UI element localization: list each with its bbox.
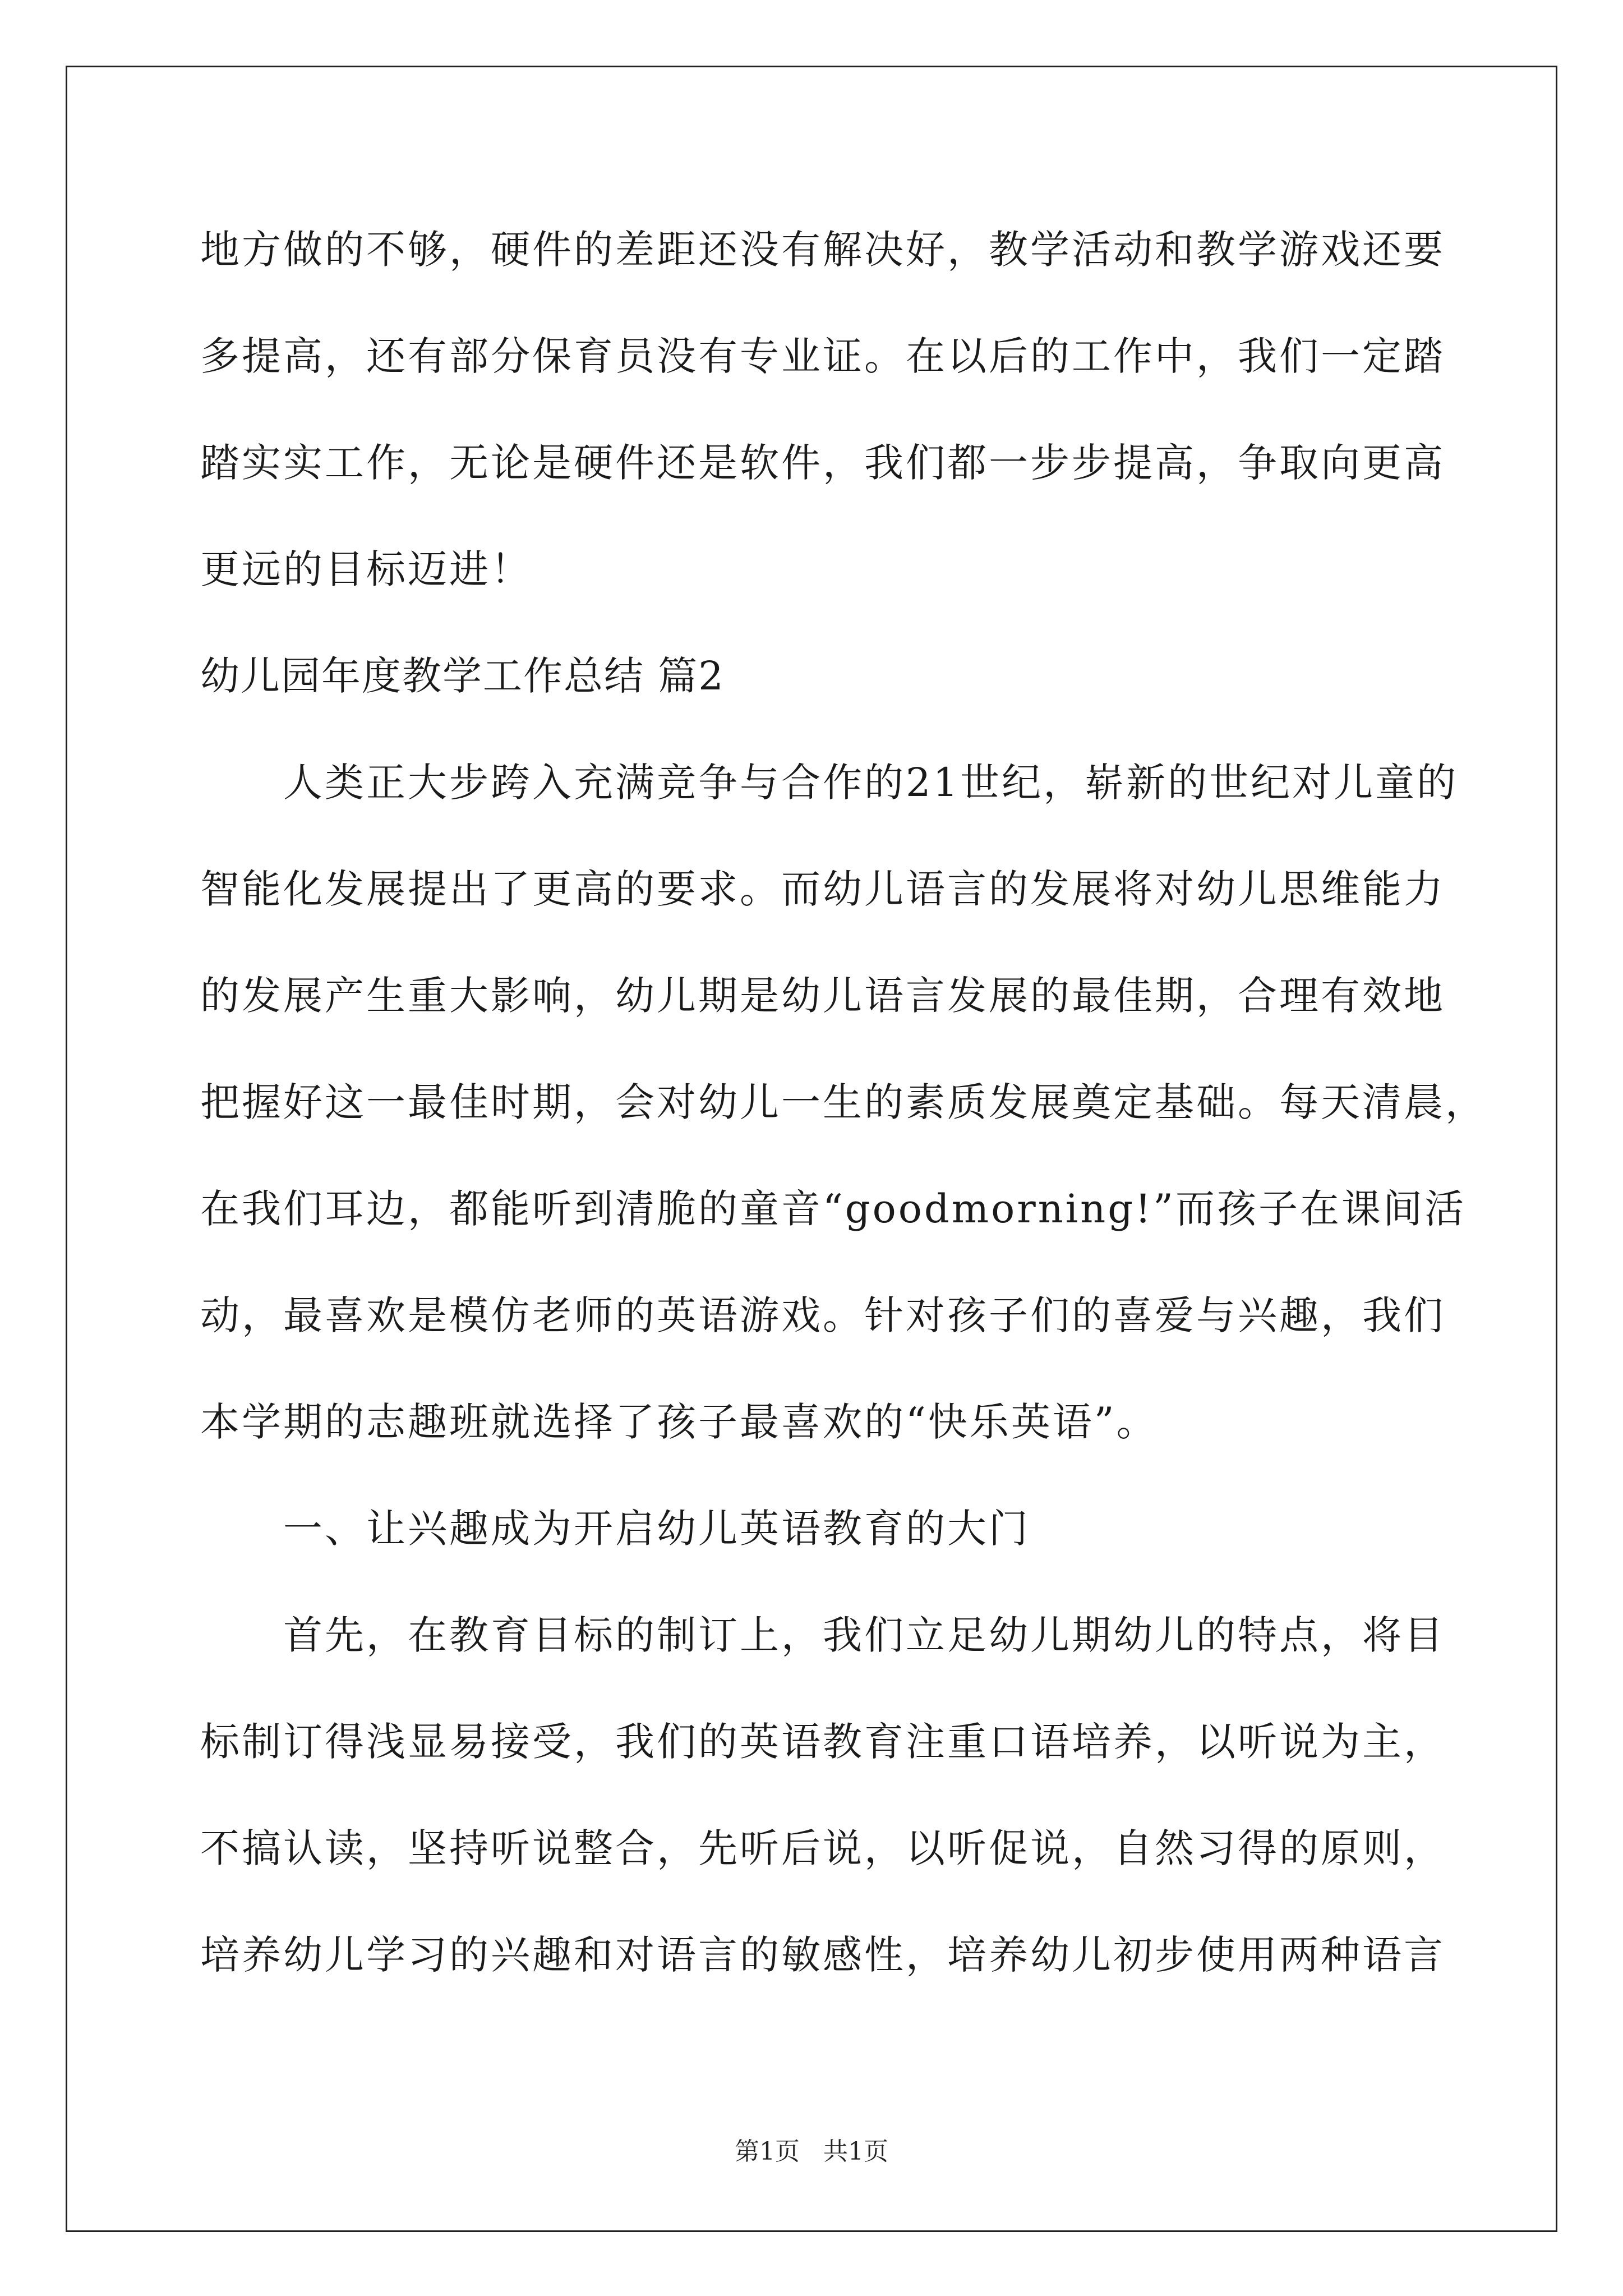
text-line: 标制订得浅显易接受，我们的英语教育注重口语培养，以听说为主， — [200, 1719, 1445, 1765]
text-line: 把握好这一最佳时期，会对幼儿一生的素质发展奠定基础。每天清晨， — [200, 1079, 1487, 1125]
text-line: 一、让兴趣成为开启幼儿英语教育的大门 — [200, 1506, 1030, 1552]
text-line: 首先，在教育目标的制订上，我们立足幼儿期幼儿的特点，将目 — [200, 1612, 1445, 1658]
text-line: 不搞认读，坚持听说整合，先听后说，以听促说，自然习得的原则， — [200, 1825, 1445, 1871]
text-line: 多提高，还有部分保育员没有专业证。在以后的工作中，我们一定踏 — [200, 333, 1445, 379]
page-number-current: 第1页 — [735, 2137, 800, 2166]
page-footer — [0, 2135, 1623, 2169]
text-line: 踏实实工作，无论是硬件还是软件，我们都一步步提高，争取向更高 — [200, 440, 1445, 486]
footer-spacer — [800, 2137, 823, 2166]
text-line: 地方做的不够，硬件的差距还没有解决好，教学活动和教学游戏还要 — [200, 227, 1445, 273]
text-line: 的发展产生重大影响，幼儿期是幼儿语言发展的最佳期，合理有效地 — [200, 973, 1445, 1019]
text-line: 人类正大步跨入充满竞争与合作的21世纪，崭新的世纪对儿童的 — [200, 760, 1459, 806]
page-number-total: 共1页 — [823, 2137, 888, 2166]
document-body — [200, 213, 1487, 2025]
text-line: 培养幼儿学习的兴趣和对语言的敏感性，培养幼儿初步使用两种语言 — [200, 1932, 1445, 1978]
text-line: 动，最喜欢是模仿老师的英语游戏。针对孩子们的喜爱与兴趣，我们 — [200, 1292, 1445, 1338]
text-line: 在我们耳边，都能听到清脆的童音“goodmorning!”而孩子在课间活 — [200, 1186, 1466, 1232]
section-heading: 幼儿园年度教学工作总结 篇2 — [200, 653, 725, 699]
text-line: 更远的目标迈进！ — [200, 546, 532, 592]
text-line: 本学期的志趣班就选择了孩子最喜欢的“快乐英语”。 — [200, 1399, 1158, 1445]
text-line: 智能化发展提出了更高的要求。而幼儿语言的发展将对幼儿思维能力 — [200, 866, 1445, 912]
